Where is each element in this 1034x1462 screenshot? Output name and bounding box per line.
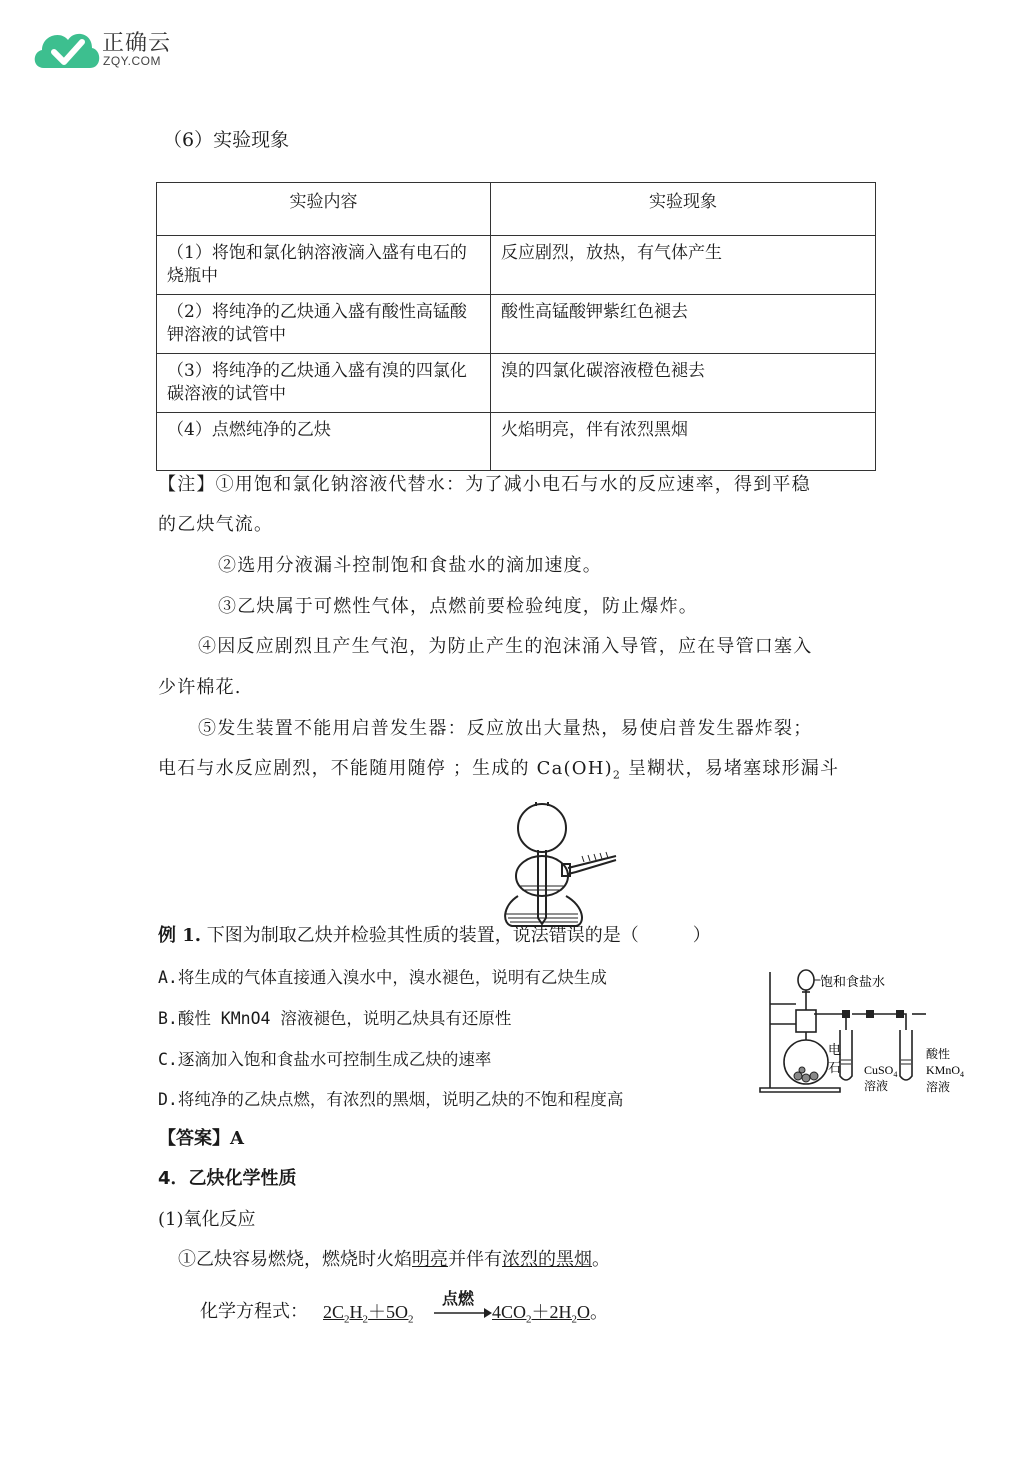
table-cell-phenomenon: 火焰明亮，伴有浓烈黑烟	[491, 413, 876, 471]
equation-products: $4CO_2+2H_2O$。	[492, 1302, 609, 1326]
tube-1-label-2: 溶液	[864, 1079, 889, 1093]
table-row	[157, 413, 876, 471]
note-1-line-1: 【注】①用饱和氯化钠溶液代替水：为了减小电石与水的反应速率，得到平稳	[158, 474, 811, 495]
equation-label: 化学方程式：	[200, 1301, 308, 1322]
note-1-line-2: 的乙炔气流。	[158, 514, 274, 535]
note-5-line-2: 电石与水反应剧烈，不能随用随停 ；生成的 $Ca(OH)_2$ 呈糊状，易堵塞球形漏斗	[158, 758, 840, 782]
table-cell-content: （2）将纯净的乙炔通入盛有酸性高锰酸钾溶液的试管中	[157, 295, 491, 354]
option-d: D.将纯净的乙炔点燃，有浓烈的黑烟，说明乙炔的不饱和程度高	[158, 1090, 624, 1109]
experiment-table	[156, 182, 876, 471]
table-header-cell: 实验现象	[491, 183, 876, 236]
section-title: （6）实验现象	[163, 129, 290, 151]
option-b: B.酸性 KMnO4 溶液褪色，说明乙炔具有还原性	[158, 1009, 512, 1028]
tube-2-label-1: 酸性	[926, 1047, 951, 1061]
flask-label-2: 石	[828, 1061, 842, 1076]
table-cell-content: （4）点燃纯净的乙炔	[157, 413, 491, 471]
example-question: 例 1. 下图为制取乙炔并检验其性质的装置，说法错误的是（ ）	[158, 925, 711, 946]
equation-reactants: $2C_2H_2+5O_2$	[323, 1302, 414, 1326]
acetylene-apparatus-figure	[756, 964, 976, 1102]
equation-condition: 点燃	[442, 1289, 475, 1308]
table-cell-content: （3）将纯净的乙炔通入盛有溴的四氯化碳溶液的试管中	[157, 354, 491, 413]
tube-2-label-3: 溶液	[926, 1080, 951, 1094]
logo-subtext: ZQY.COM	[103, 54, 161, 68]
table-row	[157, 236, 876, 295]
subsection-title: (1)氧化反应	[158, 1209, 256, 1230]
tube-1-label-1: CuSO$_4$	[864, 1063, 898, 1079]
point-1: ①乙炔容易燃烧，燃烧时火焰明亮并伴有浓烈的黑烟。	[178, 1249, 610, 1270]
table-cell-content: （1）将饱和氯化钠溶液滴入盛有电石的烧瓶中	[157, 236, 491, 295]
note-3: ③乙炔属于可燃性气体，点燃前要检验纯度，防止爆炸。	[218, 596, 698, 617]
answer: 【答案】A	[158, 1128, 244, 1149]
table-cell-phenomenon: 反应剧烈，放热，有气体产生	[491, 236, 876, 295]
kipp-generator-figure	[498, 802, 622, 928]
note-5-line-1: ⑤发生装置不能用启普发生器：反应放出大量热，易使启普发生器炸裂；	[198, 718, 813, 739]
note-2: ②选用分液漏斗控制饱和食盐水的滴加速度。	[218, 555, 602, 576]
table-header-cell: 实验内容	[157, 183, 491, 236]
table-cell-phenomenon: 酸性高锰酸钾紫红色褪去	[491, 295, 876, 354]
table-row	[157, 295, 876, 354]
table-cell-phenomenon: 溴的四氯化碳溶液橙色褪去	[491, 354, 876, 413]
section-4-title: 4．乙炔化学性质	[158, 1168, 297, 1189]
table-header-row	[157, 183, 876, 236]
tube-2-label-2: KMnO$_4$	[926, 1063, 965, 1079]
option-c: C.逐滴加入饱和食盐水可控制生成乙炔的速率	[158, 1050, 492, 1069]
flask-label-1: 电	[828, 1043, 842, 1058]
note-4-line-1: ④因反应剧烈且产生气泡，为防止产生的泡沫涌入导管，应在导管口塞入	[198, 636, 813, 657]
table-row	[157, 354, 876, 413]
logo-text: 正确云	[102, 31, 172, 56]
funnel-label: 饱和食盐水	[820, 975, 886, 990]
reaction-arrow-icon	[432, 1306, 494, 1320]
note-4-line-2: 少许棉花.	[158, 677, 242, 698]
option-a: A.将生成的气体直接通入溴水中，溴水褪色，说明有乙炔生成	[158, 968, 607, 987]
